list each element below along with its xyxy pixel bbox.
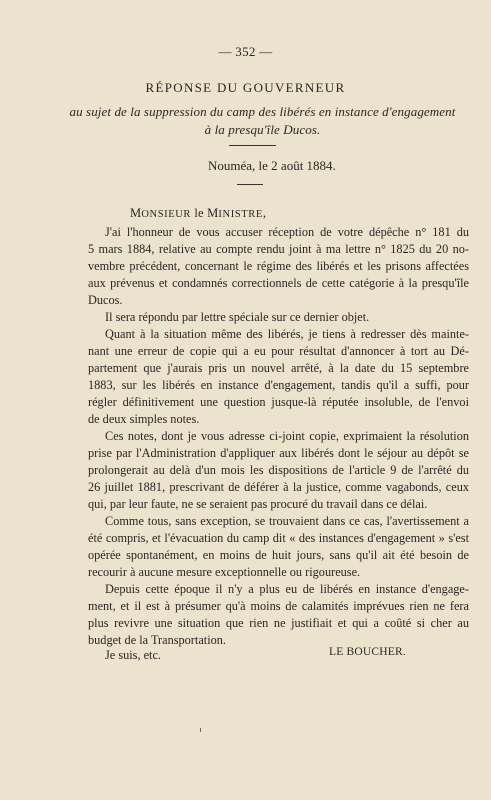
body-line: Depuis cette époque il n'y a plus eu de libérés en instance d'engage- — [105, 582, 469, 596]
salutation-suffix: , — [262, 206, 267, 220]
dateline: Nouméa, le 2 août 1884. — [208, 158, 336, 173]
body-line: budget de la Transportation. — [88, 633, 226, 647]
dateline-divider — [237, 184, 263, 185]
closing-line: Je suis, etc. — [105, 648, 162, 662]
body-line: opérée spontanément, en moins de huit jours, sans qu'il ait été besoin de — [88, 548, 469, 562]
body-line: 1883, sur les libérés en instance d'engagement, tandis qu'il a suffi, pour — [88, 378, 469, 392]
body-line: Il sera répondu par lettre spéciale sur ce dernier objet. — [105, 310, 370, 324]
body-line: 5 mars 1884, relative au compte rendu joint à ma lettre n° 1825 du 20 no- — [88, 242, 469, 256]
salutation-middle: le M — [191, 206, 219, 220]
body-line: recourir à aucune mesure exceptionnelle ou rigoureuse. — [88, 565, 361, 579]
body-line: Ces notes, dont je vous adresse ci-joint copie, exprimaient la résolution — [105, 429, 469, 443]
body-line: de deux simples notes. — [88, 412, 200, 426]
subtitle-line-2: à la presqu'île Ducos. — [204, 122, 321, 137]
subtitle-divider — [229, 145, 276, 146]
salutation-prefix: M — [130, 206, 142, 220]
body-line: J'ai l'honneur de vous accuser réception de votre dépêche n° 181 du — [105, 225, 469, 239]
document-heading: RÉPONSE DU GOUVERNEUR — [145, 80, 346, 95]
body-line: partement que j'aurais pris un nouvel arrêté, à la date du 15 septembre — [88, 361, 469, 375]
ink-mark — [200, 728, 201, 732]
salutation-part-2: INISTRE — [218, 209, 263, 220]
body-line: qui, par leur faute, ne se seraient pas procuré du travail dans ce délai. — [88, 497, 428, 511]
body-line: prise par l'Administration d'appliquer aux libérés dont le séjour au dépôt se — [88, 446, 469, 460]
body-line: Comme tous, sans exception, se trouvaient dans ce cas, l'avertissement a — [105, 514, 469, 528]
body-line: aux prévenus et condamnés correctionnels de cette catégorie à la presqu'île — [88, 276, 469, 290]
page-number: — 352 — — [218, 44, 273, 59]
body-line: été compris, et l'évacuation du camp dit « des instances d'engagement » s'est — [88, 531, 469, 545]
salutation-part-1: ONSIEUR — [141, 209, 192, 220]
body-line: régler définitivement une question jusque-là réputée insoluble, de l'envoi — [88, 395, 469, 409]
subtitle-line-1: au sujet de la suppression du camp des libérés en instance d'engagement — [69, 104, 456, 119]
body-line: Quant à la situation même des libérés, je tiens à redresser dès mainte- — [105, 327, 469, 341]
salutation — [130, 206, 266, 221]
body-line: Ducos. — [88, 293, 123, 307]
body-line: prolongerait au delà d'un mois les dispositions de l'article 9 de l'arrêté du — [88, 463, 469, 477]
body-line: nant une erreur de copie qui a eu pour résultat d'annoncer à tort au Dé- — [88, 344, 469, 358]
signature: LE BOUCHER. — [329, 646, 406, 658]
body-line: vembre précédent, concernant le régime des libérés et les prisons affectées — [88, 259, 469, 273]
body-line: ment, et il est à présumer qu'à moins de calamités imprévues rien ne fera — [88, 599, 469, 613]
body-line: 26 juillet 1881, prescrivant de déférer à la justice, comme vagabonds, ceux — [88, 480, 469, 494]
body-line: plus revivre une situation que rien ne justifiait et qui a coûté si cher au — [88, 616, 469, 630]
